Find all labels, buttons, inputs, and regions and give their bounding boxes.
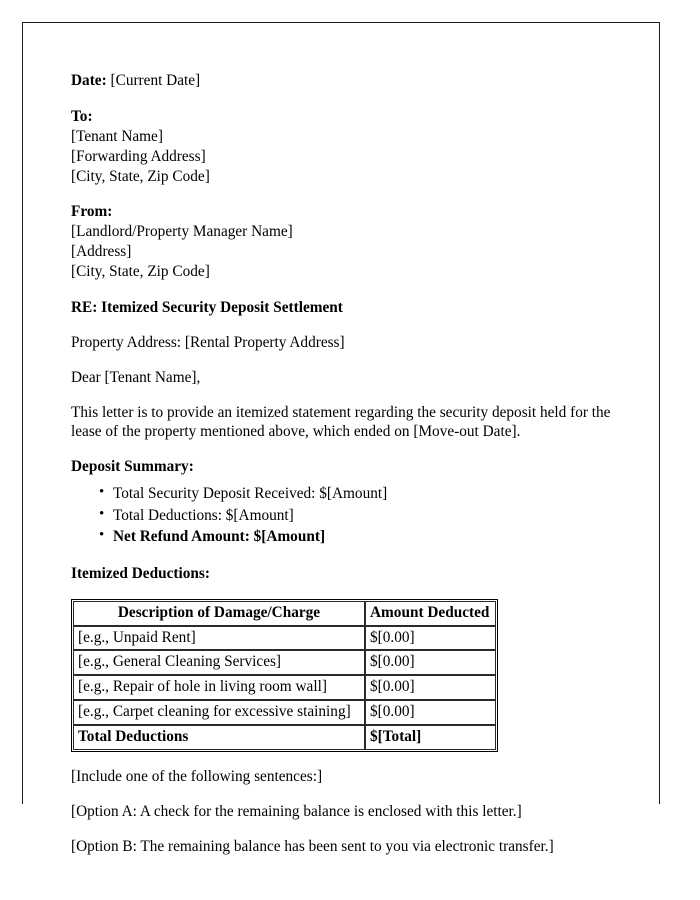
spacer [71, 752, 637, 767]
cell-total-label: Total Deductions [73, 725, 365, 750]
itemized-deductions-table [71, 599, 498, 752]
column-header-description: Description of Damage/Charge [73, 601, 365, 626]
column-header-amount: Amount Deducted [365, 601, 496, 626]
spacer [71, 318, 637, 333]
re-subject-line: RE: Itemized Security Deposit Settlement [71, 298, 343, 316]
list-item [113, 527, 637, 547]
spacer [71, 787, 637, 802]
closing-option-a-line: [Option A: A check for the remaining balance is enclosed with this letter.] [71, 802, 522, 820]
from-line-3: [City, State, Zip Code] [71, 263, 210, 280]
date-label: Date: [71, 72, 107, 89]
spacer [71, 442, 637, 457]
spacer [71, 549, 637, 564]
cell-amount: $[0.00] [365, 650, 496, 675]
spacer [71, 822, 637, 837]
spacer [71, 584, 637, 599]
cell-description: [e.g., Carpet cleaning for excessive staining] [73, 700, 365, 725]
cell-amount: $[0.00] [365, 700, 496, 725]
deposit-summary-heading: Deposit Summary: [71, 458, 194, 476]
table-row [73, 626, 496, 651]
intro-paragraph: This letter is to provide an itemized statement regarding the security deposit held for the lease of the property mentioned above, which ended on [Move-out Date]. [71, 403, 611, 441]
to-line-2: [Forwarding Address] [71, 147, 206, 165]
table-row [73, 700, 496, 725]
document-body [71, 71, 637, 857]
table-total-row [73, 725, 496, 750]
from-label: From: [71, 203, 113, 221]
spacer [71, 186, 637, 202]
table-row [73, 675, 496, 700]
list-item-label: Total Security Deposit Received: $[Amount] [113, 485, 388, 503]
table-header-row [73, 601, 496, 626]
cell-description: [e.g., Repair of hole in living room wall] [73, 675, 365, 700]
closing-instruction-line: [Include one of the following sentences:] [71, 767, 323, 785]
deposit-summary-list [71, 484, 637, 547]
list-item-label: Total Deductions: $[Amount] [113, 506, 294, 524]
closing-option-b-line: [Option B: The remaining balance has been sent to you via electronic transfer.] [71, 837, 554, 855]
to-line-1: [Tenant Name] [71, 127, 163, 145]
document-page-frame [22, 22, 660, 855]
list-item [113, 484, 637, 504]
spacer [71, 282, 637, 298]
to-line-3: [City, State, Zip Code] [71, 167, 210, 185]
cell-description: [e.g., Unpaid Rent] [73, 626, 365, 651]
salutation-line: Dear [Tenant Name], [71, 368, 201, 386]
cell-amount: $[0.00] [365, 626, 496, 651]
spacer [71, 388, 637, 403]
from-line-2: [Address] [71, 243, 132, 261]
cell-description: [e.g., General Cleaning Services] [73, 650, 365, 675]
list-item-label: Net Refund Amount: $[Amount] [113, 528, 326, 546]
date-line [71, 71, 637, 91]
date-value: [Current Date] [110, 72, 201, 89]
cell-amount: $[0.00] [365, 675, 496, 700]
itemized-deductions-heading: Itemized Deductions: [71, 564, 210, 582]
to-label: To: [71, 107, 93, 125]
table-row [73, 650, 496, 675]
cell-total-amount: $[Total] [365, 725, 496, 750]
property-address-line: Property Address: [Rental Property Address] [71, 333, 345, 351]
list-item [113, 506, 637, 526]
from-line-1: [Landlord/Property Manager Name] [71, 223, 293, 241]
spacer [71, 477, 637, 484]
spacer [71, 353, 637, 368]
spacer [71, 91, 637, 107]
